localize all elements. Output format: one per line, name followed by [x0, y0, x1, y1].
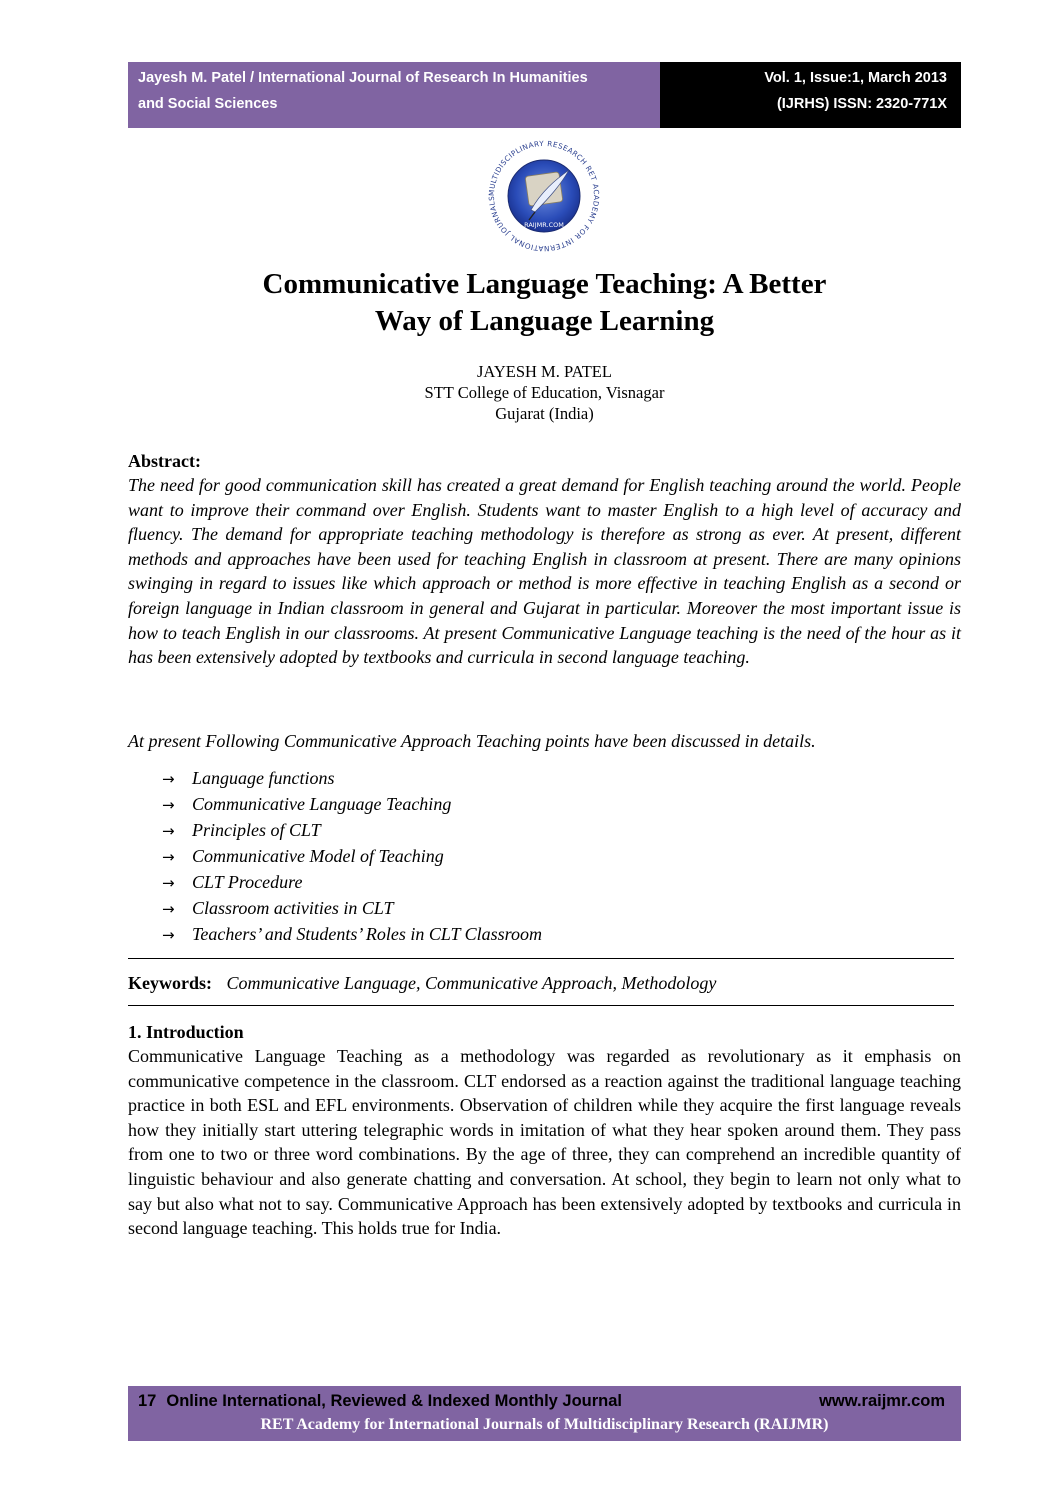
journal-logo: [469, 140, 619, 252]
divider-top: [128, 958, 954, 959]
logo-center-text: RAIJMR.COM: [524, 221, 564, 229]
keywords-label: Keywords:: [128, 973, 212, 993]
right-arrow-icon: →: [162, 822, 175, 840]
right-arrow-icon: →: [162, 848, 175, 866]
list-item: → Communicative Model of Teaching: [162, 843, 542, 869]
list-item: → Classroom activities in CLT: [162, 895, 542, 921]
right-arrow-icon: →: [162, 796, 175, 814]
title-line2: Way of Language Learning: [374, 305, 715, 337]
header-volume-line2: (IJRHS) ISSN: 2320-771X: [776, 96, 947, 112]
header-volume-info: [660, 62, 961, 128]
list-item: → Teachers’ and Students’ Roles in CLT Classroom: [162, 921, 542, 947]
footer-academy: RET Academy for International Journals of Multidisciplinary Research (RAIJMR): [260, 1416, 829, 1433]
introduction-heading: 1. Introduction: [128, 1022, 244, 1042]
list-item: → Communicative Language Teaching: [162, 791, 542, 817]
keywords-line: [128, 971, 716, 995]
keywords-value: Communicative Language, Communicative Approach, Methodology: [226, 973, 717, 993]
introduction-body: Communicative Language Teaching as a methodology was regarded as revolutionary as it emphasis on communicative competence in the classroom. CLT endorsed as a reaction against the traditional language teaching practice in both ESL and EFL environments. Observation of children while they acquire the first language reveals how they initially start uttering telegraphic words in imitation of what they hear spoken around them. They pass from one to two or three word combinations. By the age of three, they can comprehend an incredible quantity of linguistic behaviour and also generate chatting and conversation. At school, they begin to learn not only what to say but also what not to say. Communicative Approach has been extensively adopted by textbooks and curricula in second language teaching. This holds true for India.: [128, 1046, 961, 1239]
right-arrow-icon: →: [162, 926, 175, 944]
right-arrow-icon: →: [162, 770, 175, 788]
page-footer: [128, 1386, 961, 1441]
running-header: [128, 62, 961, 128]
author-block: [128, 361, 961, 424]
title-line1: Communicative Language Teaching: A Better: [262, 268, 827, 300]
paper-title: [128, 266, 961, 340]
list-item: → CLT Procedure: [162, 869, 542, 895]
right-arrow-icon: →: [162, 900, 175, 918]
discussion-points-list: [162, 765, 542, 947]
header-citation: [128, 62, 660, 128]
right-arrow-icon: →: [162, 874, 175, 892]
abstract-lead: At present Following Communicative Approach Teaching points have been discussed in details.: [128, 731, 816, 751]
abstract-heading: Abstract:: [128, 451, 201, 471]
divider-bottom: [128, 1005, 954, 1006]
header-citation-line2: and Social Sciences: [138, 96, 278, 112]
author-location: Gujarat (India): [495, 404, 594, 423]
footer-journal-line: Online International, Reviewed & Indexed Monthly Journal: [166, 1392, 623, 1410]
logo-ring-text: MULTIDISCIPLINARY RESEARCH RET ACADEMY FOR INTERNATIONAL JOURNALS: [486, 140, 602, 252]
header-volume-line1: Vol. 1, Issue:1, March 2013: [764, 70, 947, 86]
page-number: 17: [138, 1392, 157, 1410]
raijmr-seal-icon: [469, 140, 619, 252]
footer-website-link[interactable]: www.raijmr.com: [819, 1392, 945, 1410]
abstract-body: The need for good communication skill has created a great demand for English teaching around the world. People want to improve their command over English. Students want to master English to a high level of accuracy and fluency. The demand for appropriate teaching methodology is therefore as strong as ever. At present, different methods and approaches have been used for teaching English in classroom at present. There are many opinions swinging in regard to issues like which approach or method is more effective in teaching English as a second or foreign language in Indian classroom in general and Gujarat in particular. Moreover the most important issue is how to teach English in our classrooms. At present Communicative Language teaching is the need of the hour as it has been extensively adopted by textbooks and curricula in second language teaching.: [128, 475, 961, 668]
author-affiliation: STT College of Education, Visnagar: [424, 383, 665, 402]
header-citation-line1: Jayesh M. Patel / International Journal of Research In Humanities: [138, 70, 588, 86]
author-name: JAYESH M. PATEL: [477, 362, 612, 381]
list-item: → Language functions: [162, 765, 542, 791]
list-item: → Principles of CLT: [162, 817, 542, 843]
